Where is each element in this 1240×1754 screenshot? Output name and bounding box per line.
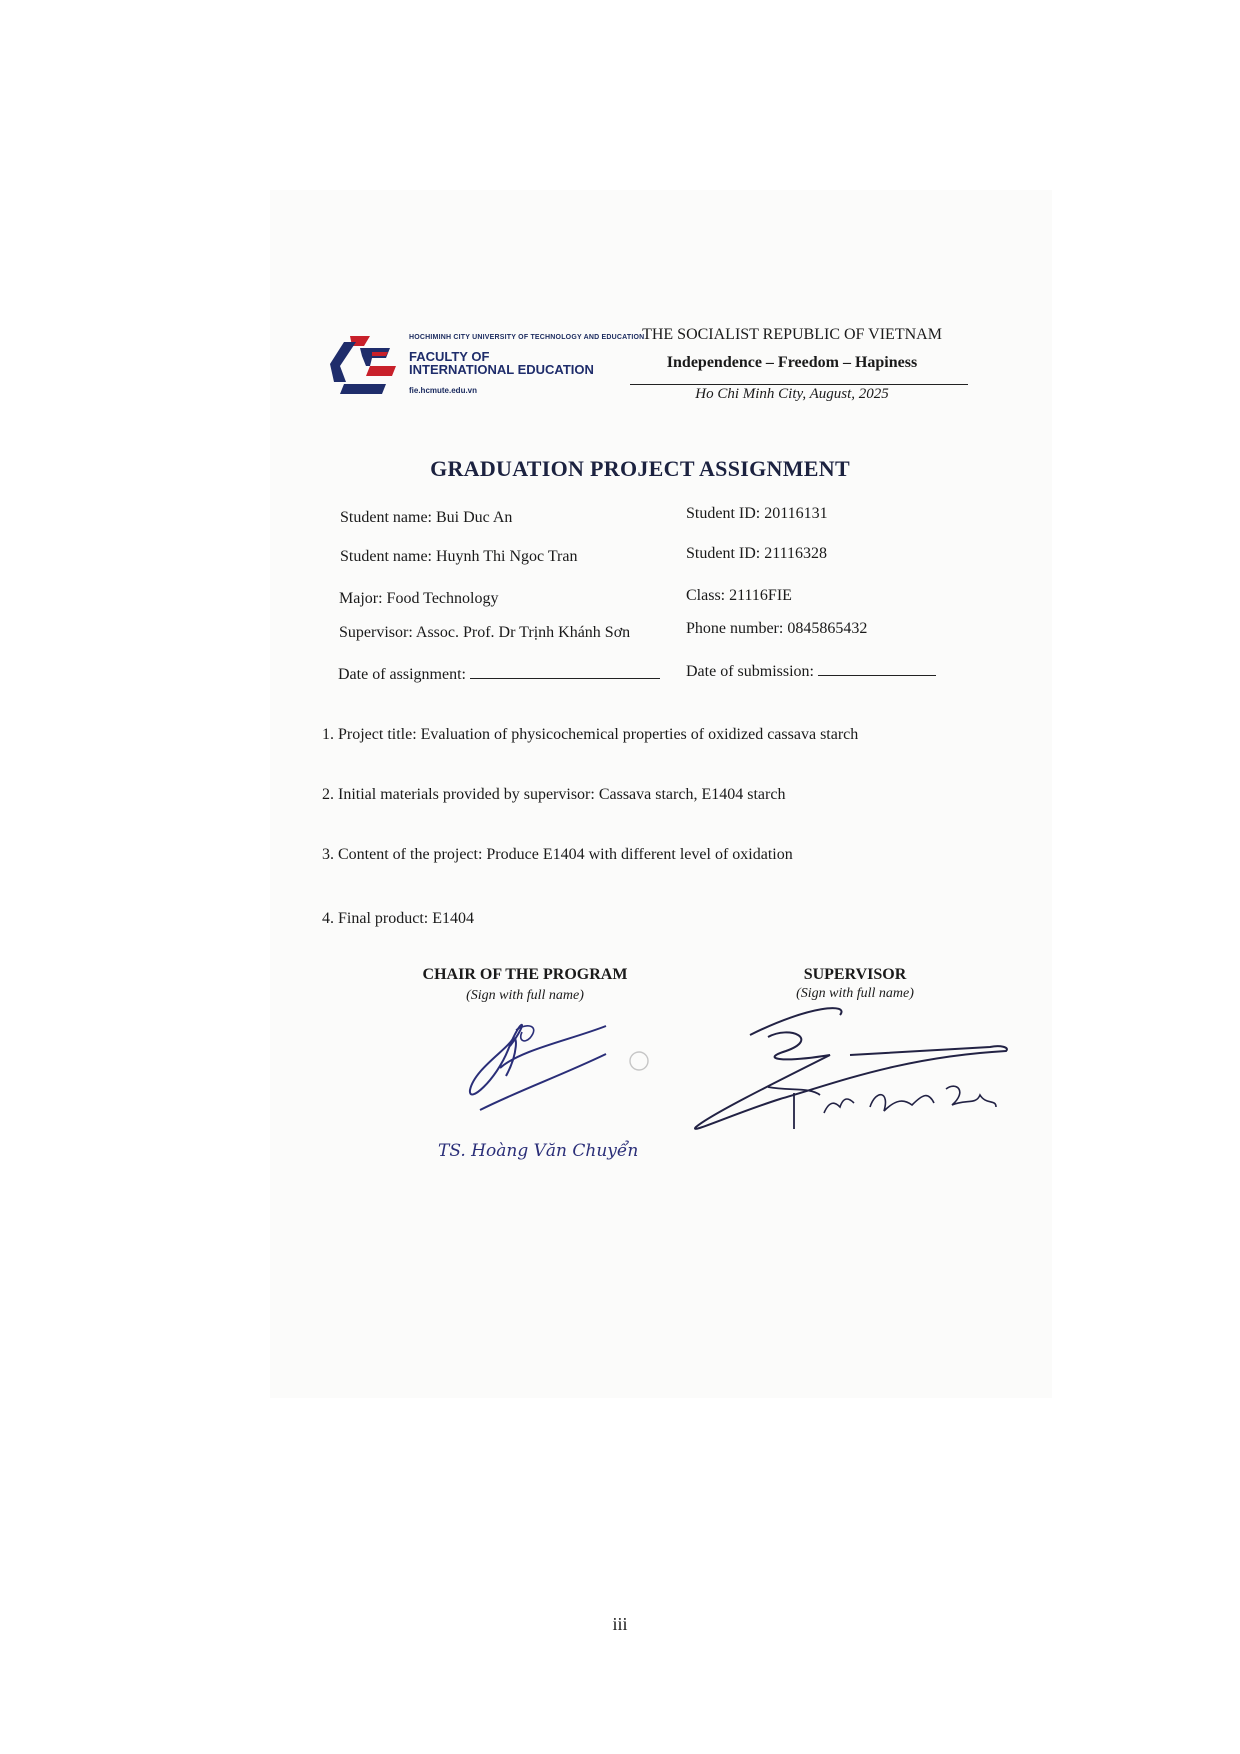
faculty-line-1: FACULTY OF bbox=[409, 349, 490, 364]
national-motto: Independence – Freedom – Hapiness bbox=[666, 354, 918, 371]
date-of-assignment bbox=[338, 664, 660, 684]
document-title: GRADUATION PROJECT ASSIGNMENT bbox=[430, 456, 850, 481]
date-of-submission-blank bbox=[818, 661, 936, 676]
student2-id: Student ID: 21116328 bbox=[686, 545, 828, 562]
student1-name: Student name: Bui Duc An bbox=[340, 509, 513, 526]
faculty-website: fie.hcmute.edu.vn bbox=[409, 386, 478, 395]
faculty-logo-icon bbox=[330, 332, 404, 396]
class: Class: 21116FIE bbox=[686, 587, 792, 604]
university-name: HOCHIMINH CITY UNIVERSITY OF TECHNOLOGY AND EDUCATION bbox=[409, 334, 645, 341]
major: Major: Food Technology bbox=[339, 590, 499, 607]
chair-signature-icon bbox=[460, 1010, 620, 1120]
place-and-date: Ho Chi Minh City, August, 2025 bbox=[695, 386, 889, 402]
chair-sign-note: (Sign with full name) bbox=[466, 988, 584, 1003]
country-name: THE SOCIALIST REPUBLIC OF VIETNAM bbox=[642, 326, 942, 343]
item-project-title: 1. Project title: Evaluation of physicochemical properties of oxidized cassava starch bbox=[322, 726, 859, 743]
supervisor-sign-note: (Sign with full name) bbox=[796, 986, 914, 1001]
student2-name: Student name: Huynh Thi Ngoc Tran bbox=[340, 548, 578, 565]
date-of-submission bbox=[686, 661, 936, 681]
faculty-line-2: INTERNATIONAL EDUCATION bbox=[409, 362, 594, 377]
supervisor-title: SUPERVISOR bbox=[803, 966, 907, 983]
circle-mark-icon bbox=[628, 1050, 650, 1072]
page-number: iii bbox=[612, 1614, 628, 1634]
supervisor: Supervisor: Assoc. Prof. Dr Trịnh Khánh Sơn bbox=[339, 624, 631, 641]
supervisor-signature-icon bbox=[690, 995, 1010, 1155]
chair-title: CHAIR OF THE PROGRAM bbox=[422, 966, 628, 983]
item-final-product: 4. Final product: E1404 bbox=[322, 910, 474, 927]
item-project-content: 3. Content of the project: Produce E1404 with different level of oxidation bbox=[322, 846, 793, 863]
date-of-submission-label: Date of submission: bbox=[686, 663, 814, 680]
phone-number: Phone number: 0845865432 bbox=[686, 620, 868, 637]
item-initial-materials: 2. Initial materials provided by supervisor: Cassava starch, E1404 starch bbox=[322, 786, 786, 803]
header-divider bbox=[630, 384, 968, 385]
date-of-assignment-label: Date of assignment: bbox=[338, 666, 466, 683]
date-of-assignment-blank bbox=[470, 664, 660, 679]
student1-id: Student ID: 20116131 bbox=[686, 505, 828, 522]
faculty-name bbox=[409, 350, 609, 376]
chair-full-name: TS. Hoàng Văn Chuyển bbox=[438, 1141, 639, 1161]
